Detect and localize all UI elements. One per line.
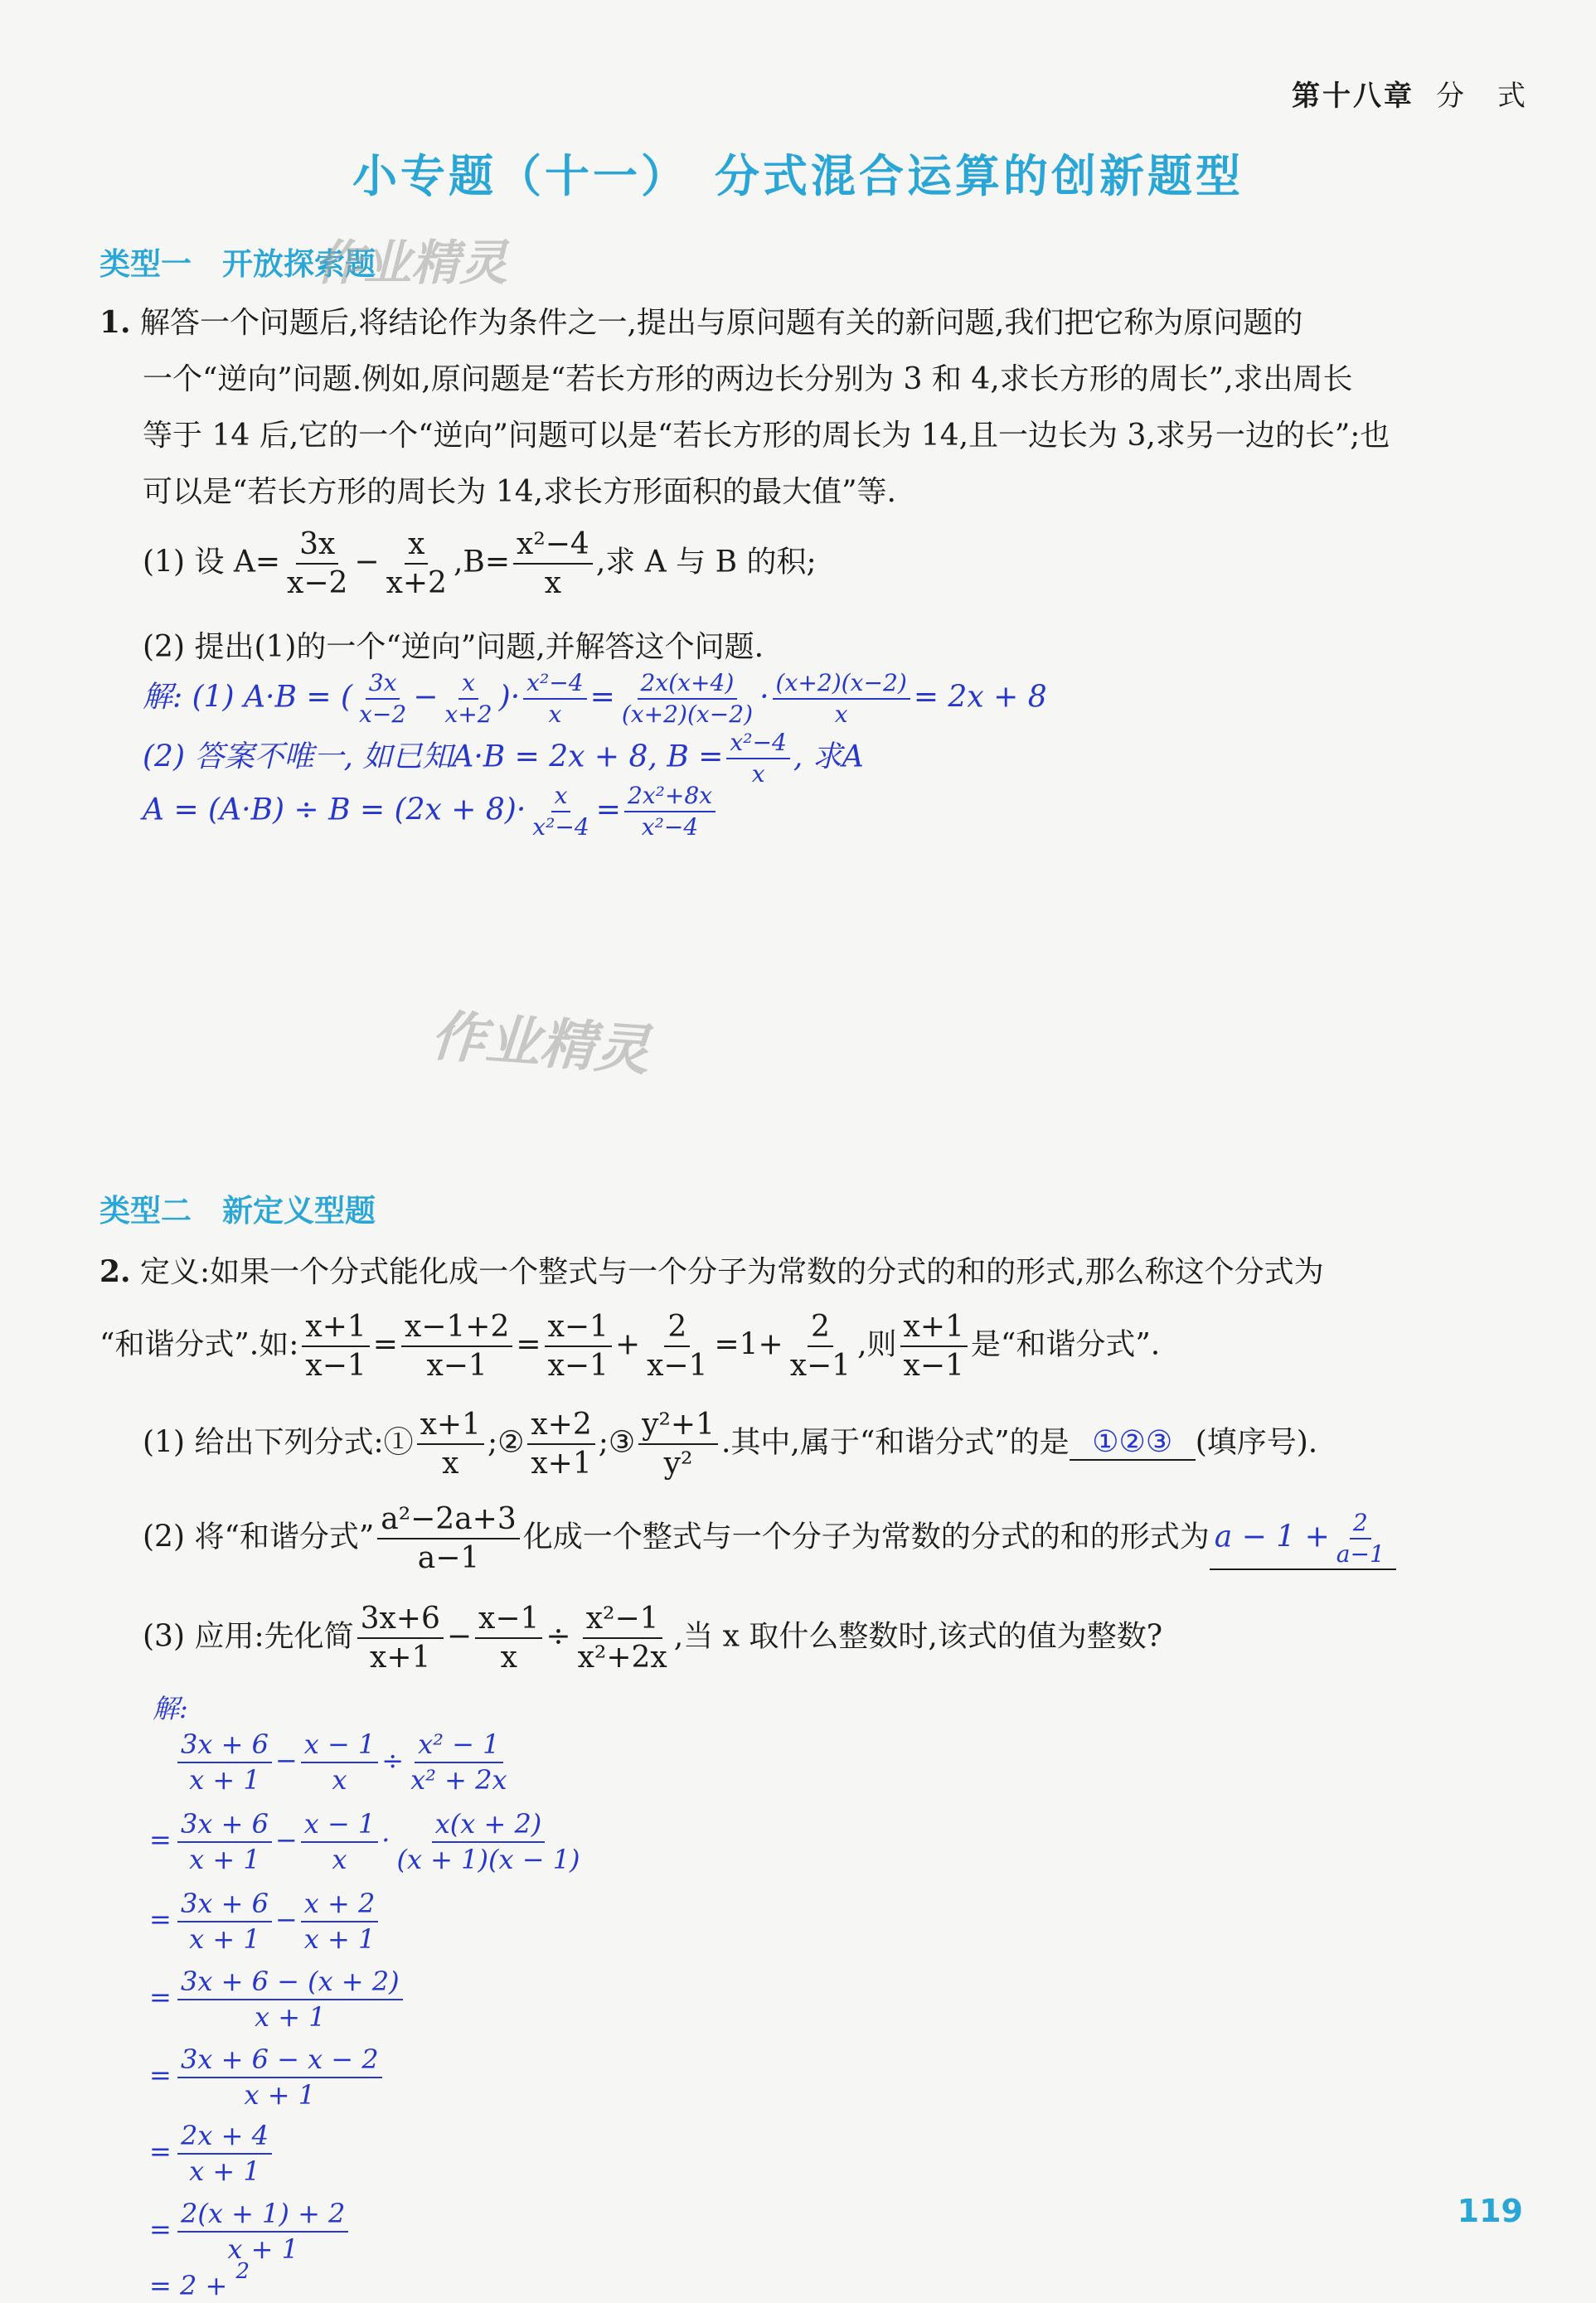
q1-text-line2: 一个“逆向”问题.例如,原问题是“若长方形的两边长分别为 3 和 4,求长方形的周长”,求出周长: [143, 362, 1353, 396]
q2-definition-example: “和谐分式”.如: $\frac{x+1}{x-1}$ = $\frac{x-1+2}{x-1}$ = $\frac{x-1}{x-1}$ + $\frac{2}{x-1}$ =1+ $\frac{2}{x-1}$ ,则 $\frac{x+1}{x-1}$ 是“和谐分式”.: [99, 1310, 1161, 1384]
q1-text-line3: 等于 14 后,它的一个“逆向”问题可以是“若长方形的周长为 14,且一边长为 3,求另一边的长”;也: [143, 419, 1390, 453]
q2-step-3: = $\frac{3x + 6 - (x + 2)}{x + 1}$: [149, 1966, 406, 2033]
q2-step-5: = $\frac{2x + 4}{x + 1}$: [149, 2121, 275, 2187]
q1-text-line1: 解答一个问题后,将结论作为条件之一,提出与原问题有关的新问题,我们把它称为原问题的: [140, 306, 1303, 340]
q2-step-1: = $\frac{3x + 6}{x + 1}$ − $\frac{x - 1}{x}$ · $\frac{x(x + 2)}{(x + 1)(x - 1)}$: [149, 1808, 580, 1875]
q2-stem: [99, 1244, 1517, 1301]
q2-part2: (2) 将“和谐分式” $\frac{\text{a²−2a+3}}{a-1}$ 化成一个整式与一个分子为常数的分式的和的形式为 a − 1 + $\frac{2}{a-1}$: [143, 1502, 1396, 1576]
q1-stem: [99, 294, 1517, 521]
type1-heading: 类型一 开放探索题: [99, 246, 376, 282]
q1-part1: (1) 设 A= $\frac{3x}{x-2}$ − $\frac{x}{x+2}$ ,B= $\frac{\text{x²−4}}{x}$ ,求 A 与 B 的积;: [143, 527, 817, 601]
chapter-label: 第十八章: [1292, 80, 1414, 113]
page-title: 小专题（十一） 分式混合运算的创新题型: [352, 150, 1244, 202]
q1-fraction-B: $\frac{\text{x²−4}}{x}$: [513, 527, 593, 601]
q2-part3: (3) 应用:先化简 $\frac{3x+6}{x+1}$ − $\frac{x-1}{x}$ ÷ $\frac{\text{x²−1}}{\text{x²+2x}}$ ,当 x 取什么整数时,该式的值为整数?: [143, 1602, 1163, 1675]
page-number: 119: [1457, 2193, 1523, 2229]
q2-solution-label: 解:: [153, 1693, 188, 1724]
q1-fraction-x: $\frac{x}{x+2}$: [386, 527, 447, 601]
q1-part1-prefix: (1) 设 A=: [143, 545, 281, 579]
q2-step-6: = $\frac{2(x + 1) + 2}{x + 1}$: [149, 2199, 352, 2265]
watermark-middle: 作业精灵: [429, 1003, 652, 1084]
q1-fraction-3x: $\frac{3x}{x-2}$: [287, 527, 348, 601]
q2-text-line1: 定义:如果一个分式能化成一个整式与一个分子为常数的分式的和的形式,那么称这个分式为: [140, 1255, 1324, 1289]
q1-answer-line2: (2) 答案不唯一, 如已知A·B = 2x + 8, B = $\frac{\text{x²−4}}{x}$ , 求A: [143, 729, 864, 788]
q2-step-7: = 2 + $^2$: [149, 2259, 250, 2301]
watermark-top: 作业精灵: [315, 235, 508, 291]
running-header: [1292, 73, 1528, 114]
q2-number: 2.: [99, 1254, 131, 1289]
q1-answer-line3: A = (A·B) ÷ B = (2x + 8)· $\frac{x}{\text{x²−4}}$ = $\frac{\text{2x²+8x}}{\text{x²−4}}$: [143, 783, 719, 841]
section-label: 分 式: [1436, 80, 1528, 113]
q1-number: 1.: [99, 305, 131, 340]
type2-heading: 类型二 新定义型题: [99, 1193, 376, 1229]
q2-part1-answer-blank: ①②③: [1070, 1425, 1196, 1461]
q2-step-2: = $\frac{3x + 6}{x + 1}$ − $\frac{x + 2}{x + 1}$: [149, 1888, 381, 1955]
q2-part1: (1) 给出下列分式:① $\frac{x+1}{x}$ ;② $\frac{x+2}{x+1}$ ;③ $\frac{\text{y²+1}}{\text{y²}}$ .其中,属于“和谐分式”的是 ①②③ (填序号).: [143, 1408, 1318, 1481]
q1-answer-line1: 解: (1) A·B = ( $\frac{3x}{x-2}$ − $\frac{x}{x+2}$ )· $\frac{\text{x²−4}}{x}$ = $\frac{2x(x+4)}{(x+2)(x-2)}$ · $\frac{(x+2)(x-2)}{x}$ = 2x + 8: [143, 669, 1047, 729]
q2-part2-answer-blank: a − 1 + $\frac{2}{a-1}$: [1210, 1510, 1396, 1570]
q2-step-4: = $\frac{3x + 6 - x - 2}{x + 1}$: [149, 2044, 386, 2111]
q2-step-0: $\frac{3x + 6}{x + 1}$ − $\frac{x - 1}{x}$ ÷ $\frac{\text{x² − 1}}{\text{x² + 2x}}$: [149, 1729, 514, 1796]
q1-text-line4: 可以是“若长方形的周长为 14,求长方形面积的最大值”等.: [143, 475, 896, 509]
q1-part2: (2) 提出(1)的一个“逆向”问题,并解答这个问题.: [143, 630, 764, 664]
